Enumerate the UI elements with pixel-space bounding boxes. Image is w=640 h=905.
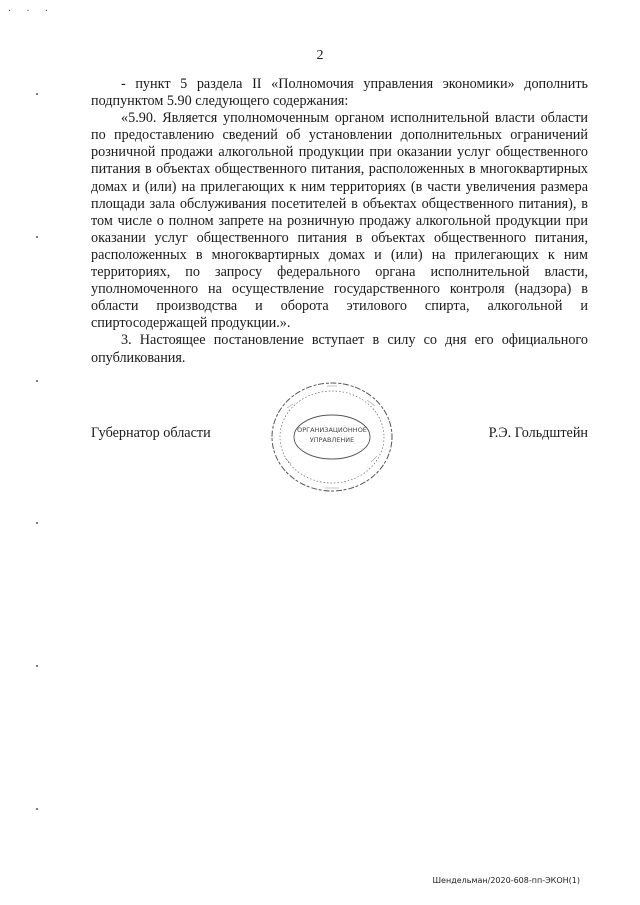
scan-corner-marks: · · · [8,6,54,17]
document-body [91,76,588,367]
paragraph-amendment-intro: - пункт 5 раздела II «Полномочия управления экономики» дополнить подпунктом 5.90 следующего содержания: [91,76,588,110]
document-reference: Шендельман/2020-608-пп-ЭКОН(1) [432,876,580,885]
stamp-inner-line-2: УПРАВЛЕНИЕ [309,436,355,444]
paragraph-item-5-90: «5.90. Является уполномоченным органом исполнительной власти области по предоставлению сведений об установлении дополнительных ограничений розничной продажи алкогольной продукции при оказании услуг общественного питания в объектах общественного питания, расположенных в многоквартирных домах и (или) на прилегающих к ним территориях (в части увеличения размера площади зала обслуживания посетителей в объектах общественного питания), в том числе о полном запрете на розничную продажу алкогольной продукции при оказании услуг общественного питания в объектах общественного питания, расположенных в многоквартирных домах и (или) на прилегающих к ним территориях, по запросу федерального органа исполнительной власти, уполномоченного на осуществление государственного контроля (надзора) в области производства и оборота этилового спирта, алкогольной и спиртосодержащей продукции.». [91,110,588,332]
page-number: 2 [316,48,324,63]
official-stamp [267,378,397,496]
paragraph-effective-date: 3. Настоящее постановление вступает в силу со дня его официального опубликования. [91,332,588,366]
stamp-inner-line-1: ОРГАНИЗАЦИОННОЕ [297,426,367,434]
signatory-title: Губернатор области [91,425,211,441]
signatory-name: Р.Э. Гольдштейн [488,425,588,441]
